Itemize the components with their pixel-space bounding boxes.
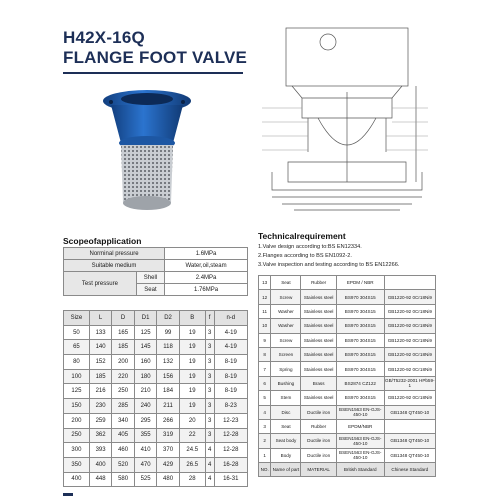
dimensions-cell: 300 xyxy=(64,443,90,458)
dimensions-cell: 16-28 xyxy=(214,457,247,472)
dimensions-cell: 180 xyxy=(134,369,156,384)
parts-cell: Brass xyxy=(301,376,336,390)
dimensions-cell: 480 xyxy=(157,472,179,487)
dimensions-header-cell: D xyxy=(112,311,134,326)
parts-cell: Stainless steel xyxy=(301,333,336,347)
dimensions-cell: 152 xyxy=(89,355,111,370)
dimensions-cell: 240 xyxy=(134,399,156,414)
parts-cell: BSEN1563 EN-GJS-450-10 xyxy=(336,405,384,419)
parts-cell: 6 xyxy=(259,376,271,390)
parts-cell: BSEN1563 EN-GJS-450-10 xyxy=(336,448,384,462)
dimensions-row xyxy=(64,340,248,355)
dimensions-cell: 160 xyxy=(134,355,156,370)
seat-label: Seat xyxy=(136,284,164,296)
dimensions-row xyxy=(64,428,248,443)
dimensions-cell: 80 xyxy=(64,355,90,370)
parts-cell: GB1220-92 0Cr18Ni9 xyxy=(384,319,435,333)
dimensions-cell: 230 xyxy=(89,399,111,414)
technical-title: Technicalrequirement xyxy=(258,231,346,241)
dimensions-cell: 3 xyxy=(205,369,214,384)
parts-cell: GB1220-92 0Cr18Ni9 xyxy=(384,304,435,318)
technical-line: 2.Flanges according to BS EN1092-2. xyxy=(258,253,352,259)
dimensions-cell: 3 xyxy=(205,428,214,443)
dimensions-cell: 19 xyxy=(179,399,205,414)
dimensions-row xyxy=(64,355,248,370)
dimensions-cell: 99 xyxy=(157,325,179,340)
dimensions-cell: 165 xyxy=(112,325,134,340)
seat-value: 1.76MPa xyxy=(165,284,248,296)
dimensions-cell: 50 xyxy=(64,325,90,340)
parts-row xyxy=(259,347,436,361)
parts-cell: GB1220-92 0Cr18Ni9 xyxy=(384,347,435,361)
dimensions-cell: 448 xyxy=(89,472,111,487)
parts-cell: Seat xyxy=(271,276,301,290)
dimensions-header-cell: f xyxy=(205,311,214,326)
dimensions-cell: 370 xyxy=(157,443,179,458)
dimensions-row xyxy=(64,443,248,458)
parts-cell: British Standard xyxy=(336,463,384,477)
dimensions-cell: 19 xyxy=(179,340,205,355)
parts-cell: 7 xyxy=(259,362,271,376)
dimensions-cell: 16-31 xyxy=(214,472,247,487)
dimensions-cell: 3 xyxy=(205,355,214,370)
technical-line: 1.Valve design according to:BS EN12334. xyxy=(258,244,362,250)
dimensions-cell: 20 xyxy=(179,413,205,428)
dimensions-header-cell: B xyxy=(179,311,205,326)
dimensions-cell: 520 xyxy=(112,457,134,472)
scope-table xyxy=(63,247,248,296)
parts-row xyxy=(259,391,436,405)
parts-cell: Ductile iron xyxy=(301,405,336,419)
dimensions-cell: 319 xyxy=(157,428,179,443)
parts-cell: 5 xyxy=(259,391,271,405)
dimensions-table xyxy=(63,310,248,487)
dimensions-header-row xyxy=(64,311,248,326)
dimensions-cell: 4-19 xyxy=(214,340,247,355)
dimensions-row xyxy=(64,457,248,472)
shell-label: Shell xyxy=(136,272,164,284)
parts-row xyxy=(259,448,436,462)
dimensions-header-cell: D2 xyxy=(157,311,179,326)
parts-row xyxy=(259,362,436,376)
dimensions-cell: 140 xyxy=(89,340,111,355)
dimensions-row xyxy=(64,384,248,399)
dimensions-cell: 400 xyxy=(64,472,90,487)
scope-value: 1.6MPa xyxy=(165,248,248,260)
dimensions-cell: 250 xyxy=(112,384,134,399)
scope-row xyxy=(64,248,248,260)
parts-cell xyxy=(384,419,435,433)
dimensions-cell: 259 xyxy=(89,413,111,428)
parts-cell: GB1220-92 0Cr18Ni9 xyxy=(384,391,435,405)
dimensions-header-cell: D1 xyxy=(134,311,156,326)
parts-cell: Name of part xyxy=(271,463,301,477)
parts-cell: Stainless steel xyxy=(301,304,336,318)
parts-cell: Rubber xyxy=(301,419,336,433)
parts-cell: Stainless steel xyxy=(301,391,336,405)
parts-cell: Stainless steel xyxy=(301,362,336,376)
dimensions-cell: 410 xyxy=(134,443,156,458)
scope-label: Norminal pressure xyxy=(64,248,165,260)
dimensions-cell: 8-19 xyxy=(214,369,247,384)
dimensions-cell: 393 xyxy=(89,443,111,458)
dimensions-cell: 3 xyxy=(205,325,214,340)
dimensions-cell: 8-19 xyxy=(214,355,247,370)
parts-cell: Bushing xyxy=(271,376,301,390)
parts-cell: Ductile iron xyxy=(301,448,336,462)
technical-list xyxy=(258,243,399,270)
model-title: H42X-16Q xyxy=(63,28,145,47)
parts-cell: BS970 304S15 xyxy=(336,319,384,333)
dimensions-cell: 460 xyxy=(112,443,134,458)
parts-cell: Stainless steel xyxy=(301,290,336,304)
product-title: FLANGE FOOT VALVE xyxy=(63,48,248,67)
parts-cell: BS970 304S15 xyxy=(336,391,384,405)
dimensions-cell: 405 xyxy=(112,428,134,443)
dimensions-cell: 28 xyxy=(179,472,205,487)
parts-row xyxy=(259,333,436,347)
parts-cell: Chinese Standard xyxy=(384,463,435,477)
footer-mark xyxy=(63,493,73,496)
dimensions-cell: 185 xyxy=(89,369,111,384)
dimensions-cell: 125 xyxy=(64,384,90,399)
dimensions-cell: 118 xyxy=(157,340,179,355)
dimensions-cell: 3 xyxy=(205,413,214,428)
dimensions-cell: 3 xyxy=(205,340,214,355)
dimensions-cell: 132 xyxy=(157,355,179,370)
parts-cell: Screw xyxy=(271,333,301,347)
dimensions-cell: 145 xyxy=(134,340,156,355)
parts-row xyxy=(259,463,436,477)
dimensions-cell: 184 xyxy=(157,384,179,399)
parts-cell: Ductile iron xyxy=(301,434,336,448)
valve-drawing xyxy=(258,22,436,214)
parts-table xyxy=(258,275,436,477)
parts-row xyxy=(259,405,436,419)
dimensions-cell: 65 xyxy=(64,340,90,355)
dimensions-cell: 429 xyxy=(157,457,179,472)
parts-cell: GB1348 QT450-10 xyxy=(384,405,435,419)
title-block xyxy=(63,28,247,68)
dimensions-cell: 220 xyxy=(112,369,134,384)
scope-row xyxy=(64,272,248,284)
parts-cell: 13 xyxy=(259,276,271,290)
parts-cell: GB1220-92 0Cr18Ni9 xyxy=(384,290,435,304)
dimensions-row xyxy=(64,413,248,428)
dimensions-cell: 19 xyxy=(179,355,205,370)
dimensions-cell: 285 xyxy=(112,399,134,414)
dimensions-cell: 185 xyxy=(112,340,134,355)
dimensions-cell: 125 xyxy=(134,325,156,340)
parts-cell: BS970 304S15 xyxy=(336,347,384,361)
scope-label: Suitable medium xyxy=(64,260,165,272)
title-underline xyxy=(63,72,243,74)
dimensions-cell: 156 xyxy=(157,369,179,384)
parts-cell: GB1220-92 0Cr18Ni9 xyxy=(384,362,435,376)
dimensions-cell: 355 xyxy=(134,428,156,443)
parts-cell: 9 xyxy=(259,333,271,347)
dimensions-cell: 3 xyxy=(205,384,214,399)
dimensions-cell: 4-19 xyxy=(214,325,247,340)
dimensions-cell: 211 xyxy=(157,399,179,414)
dimensions-cell: 26.5 xyxy=(179,457,205,472)
parts-cell: GB1348 QT450-10 xyxy=(384,448,435,462)
parts-row xyxy=(259,290,436,304)
valve-photo xyxy=(95,85,205,220)
dimensions-cell: 4 xyxy=(205,457,214,472)
dimensions-cell: 210 xyxy=(134,384,156,399)
dimensions-row xyxy=(64,472,248,487)
dimensions-cell: 200 xyxy=(64,413,90,428)
dimensions-header-cell: L xyxy=(89,311,111,326)
parts-cell: BS970 304S15 xyxy=(336,333,384,347)
parts-cell: Stainless steel xyxy=(301,347,336,361)
parts-cell: BS970 304S15 xyxy=(336,290,384,304)
parts-row xyxy=(259,319,436,333)
dimensions-cell: 3 xyxy=(205,399,214,414)
dimensions-cell: 525 xyxy=(134,472,156,487)
parts-row xyxy=(259,434,436,448)
dimensions-cell: 8-19 xyxy=(214,384,247,399)
dimensions-cell: 24.5 xyxy=(179,443,205,458)
scope-row xyxy=(64,260,248,272)
dimensions-cell: 350 xyxy=(64,457,90,472)
parts-cell: Seat body xyxy=(271,434,301,448)
dimensions-cell: 4 xyxy=(205,472,214,487)
dimensions-row xyxy=(64,399,248,414)
parts-cell: 2 xyxy=(259,434,271,448)
parts-cell: Stem xyxy=(271,391,301,405)
parts-cell: GB/T5232-2001 HPb59-1 xyxy=(384,376,435,390)
parts-cell: NO. xyxy=(259,463,271,477)
dimensions-cell: 12-28 xyxy=(214,443,247,458)
dimensions-cell: 12-23 xyxy=(214,413,247,428)
technical-line: 3.Valve inspection and testing according to BS EN12266. xyxy=(258,262,400,268)
dimensions-row xyxy=(64,325,248,340)
dimensions-cell: 100 xyxy=(64,369,90,384)
parts-cell: Screw xyxy=(271,290,301,304)
dimensions-cell: 12-28 xyxy=(214,428,247,443)
parts-cell: 12 xyxy=(259,290,271,304)
dimensions-cell: 19 xyxy=(179,325,205,340)
dimensions-cell: 200 xyxy=(112,355,134,370)
parts-row xyxy=(259,419,436,433)
parts-cell: BS970 304S15 xyxy=(336,304,384,318)
dimensions-cell: 340 xyxy=(112,413,134,428)
dimensions-cell: 266 xyxy=(157,413,179,428)
shell-value: 2.4MPa xyxy=(165,272,248,284)
parts-row xyxy=(259,376,436,390)
parts-cell xyxy=(384,276,435,290)
dimensions-cell: 470 xyxy=(134,457,156,472)
dimensions-cell: 580 xyxy=(112,472,134,487)
dimensions-cell: 19 xyxy=(179,369,205,384)
parts-cell: Seat xyxy=(271,419,301,433)
dimensions-cell: 150 xyxy=(64,399,90,414)
dimensions-row xyxy=(64,369,248,384)
dimensions-cell: 22 xyxy=(179,428,205,443)
parts-cell: 8 xyxy=(259,347,271,361)
parts-cell: Washer xyxy=(271,319,301,333)
parts-cell: BS970 304S15 xyxy=(336,362,384,376)
parts-cell: GB1220-92 0Cr18Ni9 xyxy=(384,333,435,347)
test-pressure-label: Test pressure xyxy=(64,272,137,296)
parts-cell: 1 xyxy=(259,448,271,462)
dimensions-cell: 250 xyxy=(64,428,90,443)
dimensions-cell: 19 xyxy=(179,384,205,399)
parts-cell: 3 xyxy=(259,419,271,433)
dimensions-cell: 295 xyxy=(134,413,156,428)
parts-cell: BSEN1563 EN-GJS-450-10 xyxy=(336,434,384,448)
parts-cell: Body xyxy=(271,448,301,462)
scope-title: Scopeofapplication xyxy=(63,236,142,246)
dimensions-header-cell: Size xyxy=(64,311,90,326)
parts-cell: Washer xyxy=(271,304,301,318)
dimensions-cell: 362 xyxy=(89,428,111,443)
dimensions-cell: 216 xyxy=(89,384,111,399)
parts-cell: Rubber xyxy=(301,276,336,290)
parts-row xyxy=(259,276,436,290)
parts-cell: BS2874 CZ122 xyxy=(336,376,384,390)
scope-value: Water,oil,steam xyxy=(165,260,248,272)
parts-cell: MATERIAL xyxy=(301,463,336,477)
dimensions-header-cell: n-d xyxy=(214,311,247,326)
parts-cell: 4 xyxy=(259,405,271,419)
parts-cell: GB1348 QT450-10 xyxy=(384,434,435,448)
parts-cell: 11 xyxy=(259,304,271,318)
dimensions-cell: 133 xyxy=(89,325,111,340)
parts-cell: 10 xyxy=(259,319,271,333)
parts-cell: Spring xyxy=(271,362,301,376)
parts-row xyxy=(259,304,436,318)
parts-cell: EPDM/NBR xyxy=(336,419,384,433)
parts-cell: Screen xyxy=(271,347,301,361)
parts-cell: Stainless steel xyxy=(301,319,336,333)
parts-cell: Disc xyxy=(271,405,301,419)
parts-cell: EPDM / NBR xyxy=(336,276,384,290)
dimensions-cell: 4 xyxy=(205,443,214,458)
dimensions-cell: 400 xyxy=(89,457,111,472)
dimensions-cell: 8-23 xyxy=(214,399,247,414)
